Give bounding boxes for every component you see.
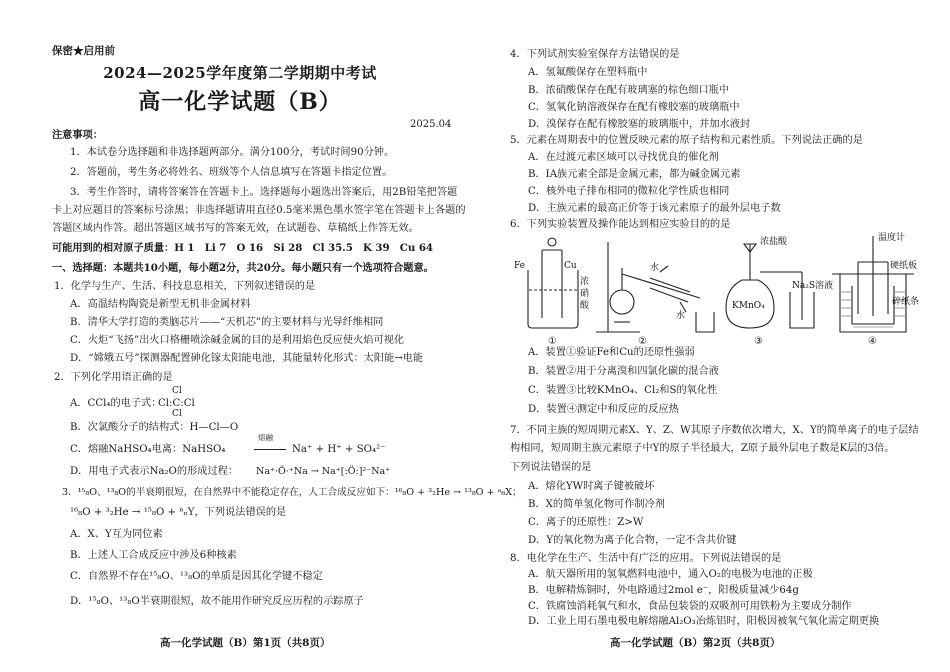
q4-option-a: A．氢氟酸保存在塑料瓶中	[528, 67, 648, 78]
label-na2s: Na₂S溶液	[792, 281, 834, 291]
q2-option-b: B．次氯酸分子的结构式：H—Cl—O	[70, 422, 239, 433]
q7-stem-line2: 构相同，短周期主族元素原子中Y的原子半径最大，Z原子最外层电子数是K层的3倍。	[510, 443, 895, 454]
q7-option-a: A．熔化YW时离子键被破坏	[528, 481, 655, 492]
q4-option-c: C．氢氧化钠溶液保存在配有橡胶塞的玻璃瓶中	[528, 102, 740, 113]
q5-option-c: C．核外电子排布相同的微粒化学性质也相同	[528, 186, 730, 197]
notice-line: 卡上对应题目的答案标号涂黑；非选择题请用直径0.5毫米黑色墨水签字笔在答题卡上各题的	[52, 205, 466, 216]
section-one-heading: 一、选择题：本题共10小题，每小题2分，共20分。每小题只有一个选项符合题意。	[52, 262, 434, 274]
q2-option-a: A．CCl₄的电子式：	[70, 398, 162, 409]
label-acid-3: 酸	[580, 301, 590, 311]
q2-option-c: C．熔融NaHSO₄电离：NaHSO₄	[70, 444, 226, 455]
subject-title: 高一化学试题（B）	[138, 89, 342, 115]
q8-option-b: B．电解精炼铜时，外电路通过2mol e⁻，阳极质量减少64g	[528, 585, 799, 596]
q4-option-d: D．溴保存在配有橡胶塞的玻璃瓶中，并加水液封	[528, 119, 751, 130]
notice-line: 3．考生作答时，请将答案答在答题卡上。选择题每小题选出答案后，用2B铅笔把答题	[70, 187, 458, 198]
q1-option-a: A．高温结构陶瓷是新型无机非金属材料	[70, 299, 251, 310]
notice-line: 1．本试卷分选择题和非选择题两部分。满分100分，考试时间90分钟。	[70, 147, 395, 158]
ccl4-dot-bottom: Cl	[172, 409, 182, 419]
q5-option-a: A．在过渡元素区域可以寻找优良的催化剂	[528, 152, 719, 163]
label-paper-scraps: 碎纸条	[892, 297, 920, 307]
na2o-formation: Na⁺·Ö·⁺Na → Na⁺[:Ö:]²⁻Na⁺	[256, 466, 391, 477]
q1-option-d: D．“嫦娥五号”探测器配置砷化镓太阳能电池，其能量转化形式：太阳能→电能	[70, 353, 424, 364]
q2-option-d: D．用电子式表示Na₂O的形成过程：	[70, 466, 239, 477]
notice-line: 2．答题前，考生务必将姓名、班级等个人信息填写在答题卡指定位置。	[70, 167, 393, 178]
label-apparatus-2: ②	[638, 336, 647, 347]
q6-option-b: B．装置②用于分离溴和四氯化碳的混合液	[528, 366, 719, 377]
q5-option-b: B．IA族元素全部是金属元素，都为碱金属元素	[528, 169, 741, 180]
label-thermometer: 温度计	[878, 233, 906, 243]
label-conc-hcl: 浓盐酸	[760, 237, 788, 247]
q2-stem: 2．下列化学用语正确的是	[54, 372, 173, 383]
confidential-mark: 保密★启用前	[52, 45, 115, 57]
q3-option-b: B．上述人工合成反应中涉及6种核素	[70, 550, 237, 561]
label-apparatus-4: ④	[868, 336, 877, 347]
q3-option-c: C．自然界不存在¹⁵₈O、¹³₈O的单质是因其化学键不稳定	[70, 571, 323, 582]
label-apparatus-3: ③	[754, 336, 763, 347]
label-water-out: 水	[676, 311, 686, 321]
q6-stem: 6．下列实验装置及操作能达到相应实验目的的是	[510, 219, 731, 230]
label-water-in: 水	[650, 263, 660, 273]
equation-arrow	[254, 449, 286, 450]
label-acid-2: 硝	[580, 289, 590, 299]
exam-title: 2024—2025学年度第二学期期中考试	[103, 64, 377, 82]
q1-option-c: C．火炬“飞扬”出火口格栅喷涂碱金属的目的是利用焰色反应使火焰可视化	[70, 335, 405, 346]
label-apparatus-1: ①	[548, 336, 557, 347]
q6-option-c: C．装置③比较KMnO₄、Cl₂和S的氧化性	[528, 385, 718, 396]
ccl4-dot-top: Cl	[172, 386, 182, 396]
notice-heading: 注意事项：	[52, 129, 103, 141]
q7-stem-line3: 下列说法错误的是	[510, 462, 592, 473]
q1-option-b: B．清华大学打造的类脑芯片——“天机芯”的主要材料与光导纤维相同	[70, 317, 384, 328]
ccl4-dot-middle: Cl:C:Cl	[158, 398, 195, 409]
q8-option-a: A．航天器所用的氢氧燃料电池中，通入O₂的电极为电池的正极	[528, 569, 813, 580]
q7-stem-line1: 7．不同主族的短周期元素X、Y、Z、W其原子序数依次增大，X、Y的简单离子的电子层结	[510, 425, 919, 436]
q7-option-c: C．离子的还原性：Z>W	[528, 517, 644, 528]
q8-option-d: D．工业上用石墨电极电解熔融Al₂O₃冶炼铝时，阳极因被氧气氧化需定期更换	[528, 616, 880, 627]
label-cardboard: 硬纸板	[890, 261, 918, 271]
label-acid-1: 浓	[580, 277, 590, 287]
q3-stem-line2: ¹⁶₈O + ³₂He → ¹⁵₈O + ᵇₙY，下列说法错误的是	[70, 507, 287, 518]
nahso4-ions: Na⁺ + H⁺ + SO₄²⁻	[292, 444, 386, 455]
q8-option-c: C．铁腐蚀消耗氧气和水，食品包装袋的双吸剂可用铁粉为主要成分制作	[528, 601, 852, 612]
q8-stem: 8．电化学在生产、生活中有广泛的应用。下列说法错误的是	[510, 553, 782, 564]
q6-option-d: D．装置④测定中和反应的反应热	[528, 404, 679, 415]
q4-option-b: B．浓硝酸保存在配有玻璃塞的棕色细口瓶中	[528, 85, 730, 96]
label-fe: Fe	[514, 261, 526, 271]
q3-option-a: A．X、Y互为同位素	[70, 529, 163, 540]
q7-option-d: D．Y的氧化物为离子化合物，一定不含共价键	[528, 535, 737, 546]
apparatus-drawing	[510, 232, 930, 347]
exam-date: 2025.04	[410, 119, 452, 130]
page-footer-2: 高一化学试题（B）第2页（共8页）	[610, 637, 781, 649]
q6-option-a: A．装置①验证Fe和Cu的还原性强弱	[528, 347, 695, 358]
atomic-masses: 可能用到的相对原子质量：H 1 Li 7 O 16 Si 28 Cl 35.5 K 39 Cu 64	[52, 242, 434, 254]
page-footer-1: 高一化学试题（B）第1页（共8页）	[160, 637, 331, 649]
q4-stem: 4．下列试剂实验室保存方法错误的是	[510, 49, 680, 60]
q5-option-d: D．主族元素的最高正价等于该元素原子的最外层电子数	[528, 203, 781, 214]
q5-stem: 5．元素在周期表中的位置反映元素的原子结构和元素性质。下列说法正确的是	[510, 135, 863, 146]
label-kmno4: KMnO₄	[732, 301, 765, 311]
q7-option-b: B．X的简单氢化物可作制冷剂	[528, 499, 665, 510]
q6-apparatus-figure	[510, 232, 930, 347]
q1-stem: 1．化学与生产、生活、科技息息相关，下列叙述错误的是	[54, 281, 316, 292]
label-cu: Cu	[564, 261, 577, 271]
melt-condition: 熔融	[258, 433, 273, 442]
q3-stem-line1: 3．¹⁵₈O、¹³₈O的半衰期很短，在自然界中不能稳定存在，人工合成反应如下：¹⁶₈O + ³₂He → ¹³₈O + ᵃ₆X；	[62, 487, 522, 498]
q3-option-d: D．¹⁵₈O、¹³₈O半衰期很短，故不能用作研究反应历程的示踪原子	[70, 596, 364, 607]
notice-line: 答题区域内作答。超出答题区域书写的答案无效，在试题卷、草稿纸上作答无效。	[52, 223, 419, 234]
